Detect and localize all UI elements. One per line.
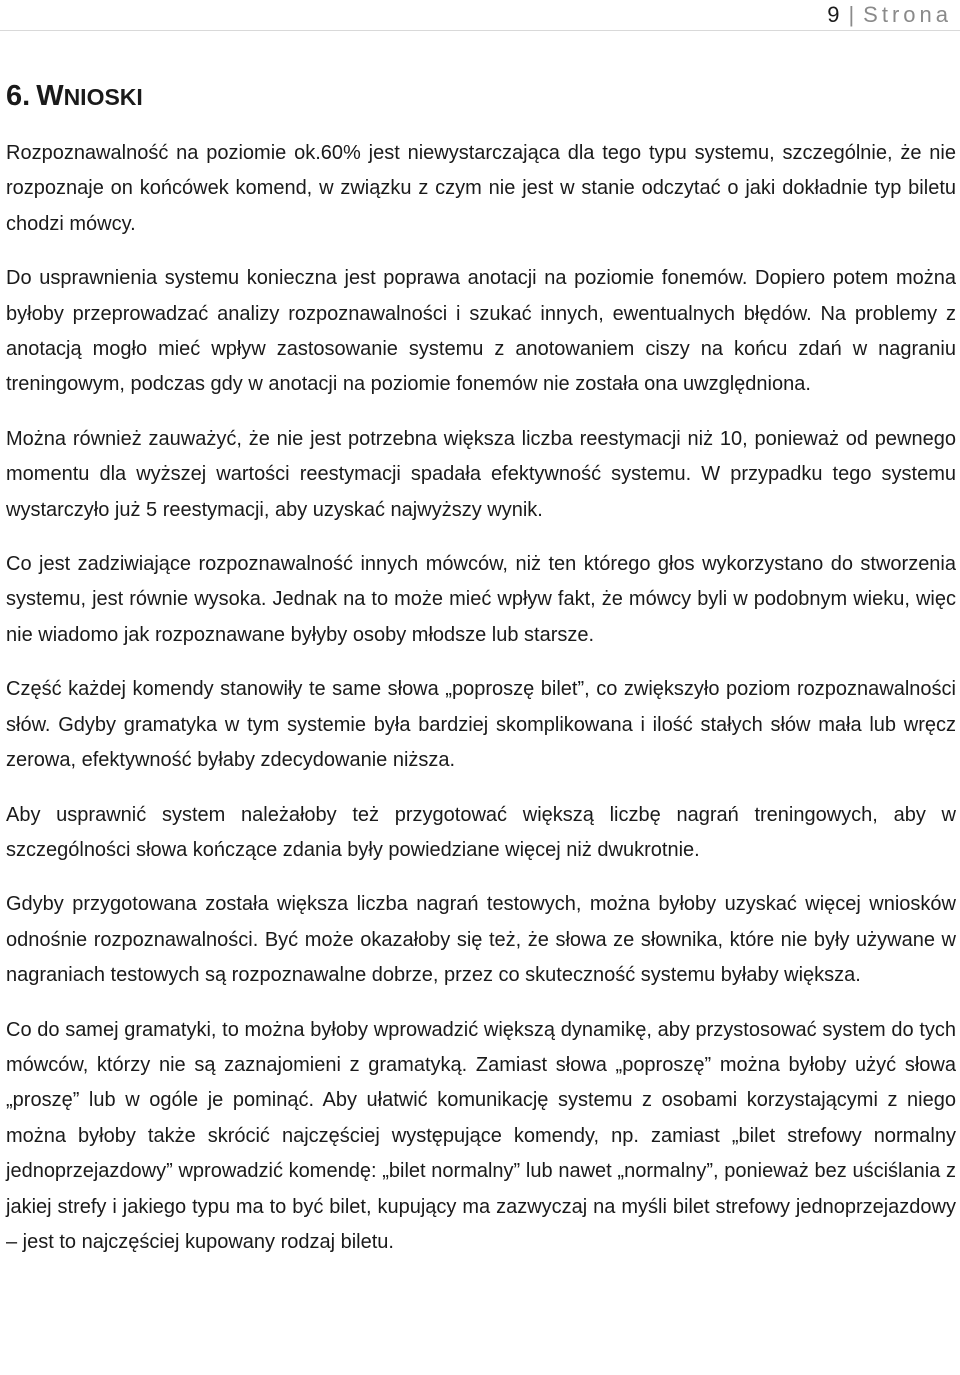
section-number: 6. (6, 80, 31, 112)
page-number-label: Strona (863, 2, 952, 27)
paragraph: Rozpoznawalność na poziomie ok.60% jest niewystarczająca dla tego typu systemu, szczególnie, że nie rozpoznaje on końcówek komend, w związku z czym nie jest w stanie odczytać o jaki dokładnie typ biletu chodzi mówcy. (6, 142, 956, 235)
paragraph: Co jest zadziwiające rozpoznawalność innych mówców, niż ten którego głos wykorzystano do stworzenia systemu, jest równie wysoka. Jednak na to może mieć wpływ fakt, że mówcy byli w podobnym wieku, więc nie wiadomo jak rozpoznawane byłyby osoby młodsze lub starsze. (6, 553, 956, 646)
section-title-initial: W (36, 80, 64, 112)
paragraph: Do usprawnienia systemu konieczna jest poprawa anotacji na poziomie fonemów. Dopiero potem można byłoby przeprowadzać analizy rozpoznawalności i szukać innych, ewentualnych błędów. Na problemy z anotacją mogło mieć wpływ zastosowanie systemu z anotowaniem ciszy na końcu zdań w nagraniu treningowym, podczas gdy w anotacji na poziomie fonemów nie została ona uwzględniona. (6, 267, 956, 396)
paragraph: Aby usprawnić system należałoby też przygotować większą liczbę nagrań treningowych, aby w szczególności słowa kończące zdania były powiedziane więcej niż dwukrotnie. (6, 803, 956, 861)
page-number-value: 9 (827, 2, 840, 27)
page-number (827, 1, 952, 29)
page-header (0, 0, 960, 31)
paragraph: Gdyby przygotowana została większa liczba nagrań testowych, można byłoby uzyskać więcej wniosków odnośnie rozpoznawalności. Być może okazałoby się też, że słowa ze słownika, które nie były używane w nagraniach testowych są rozpoznawalne dobrze, przez co skuteczność systemu byłaby większa. (6, 893, 956, 987)
document-body (6, 136, 956, 1279)
page-number-separator: | (848, 2, 855, 27)
paragraph: Można również zauważyć, że nie jest potrzebna większa liczba reestymacji niż 10, ponieważ od pewnego momentu dla wyższej wartości reestymacji spadała efektywność systemu. W przypadku tego systemu wystarczyło już 5 reestymacji, aby uzyskać najwyższy wynik. (6, 427, 956, 521)
section-heading (6, 78, 143, 115)
paragraph: Co do samej gramatyki, to można byłoby wprowadzić większą dynamikę, aby przystosować system do tych mówców, którzy nie są zaznajomieni z gramatyką. Zamiast słowa „poproszę” można byłoby użyć słowa „proszę” lub w ogóle je pominąć. Aby ułatwić komunikację systemu z osobami korzystającymi z niego można byłoby także skrócić najczęściej występujące komendy, np. zamiast „bilet strefowy normalny jednoprzejazdowy” wprowadzić komendę: „bilet normalny” lub nawet „normalny”, ponieważ bez uściślania z jakiej strefy i jakiego typu ma to być bilet, kupujący ma zazwyczaj na myśli bilet strefowy jednoprzejazdowy – jest to najczęściej kupowany rodzaj biletu. (6, 1018, 956, 1253)
paragraph: Część każdej komendy stanowiły te same słowa „poproszę bilet”, co zwiększyło poziom rozpoznawalności słów. Gdyby gramatyka w tym systemie była bardziej skomplikowana i ilość stałych słów mała lub wręcz zerowa, efektywność byłaby zdecydowanie niższa. (6, 678, 956, 772)
section-title-rest: NIOSKI (63, 84, 143, 110)
